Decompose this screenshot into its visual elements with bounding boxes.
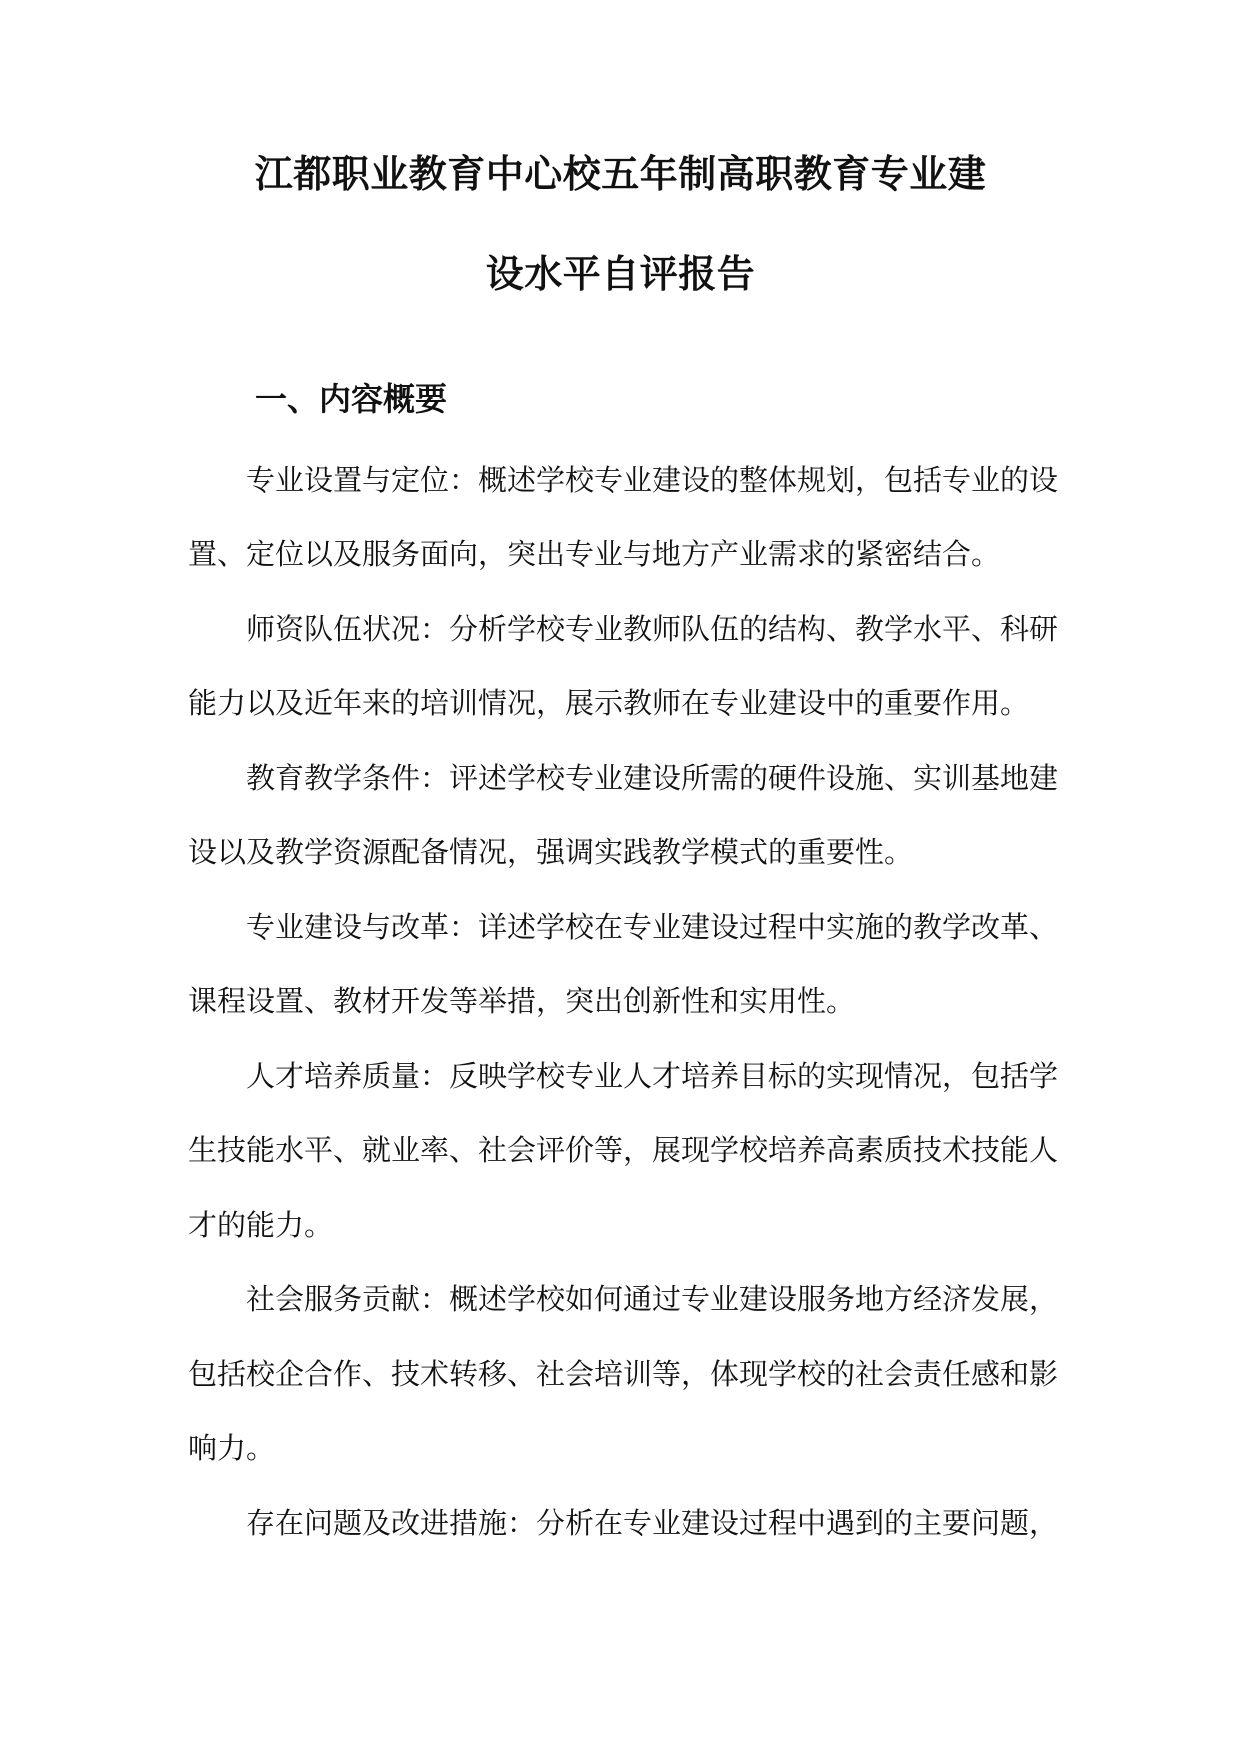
paragraph-line: 置、定位以及服务面向，突出专业与地方产业需求的紧密结合。 — [188, 537, 1001, 571]
document-title-line-2: 设水平自评报告 — [485, 251, 756, 296]
paragraph-line: 存在问题及改进措施：分析在专业建设过程中遇到的主要问题， — [246, 1506, 1059, 1540]
paragraph-line: 包括校企合作、技术转移、社会培训等，体现学校的社会责任感和影 — [188, 1357, 1059, 1391]
paragraph-line: 生技能水平、就业率、社会评价等，展现学校培养高素质技术技能人 — [188, 1133, 1059, 1167]
paragraph-line: 课程设置、教材开发等举措，突出创新性和实用性。 — [188, 984, 856, 1018]
document-title-line-1: 江都职业教育中心校五年制高职教育专业建 — [254, 151, 987, 196]
paragraph-line: 设以及教学资源配备情况，强调实践教学模式的重要性。 — [188, 835, 914, 869]
paragraph-line: 师资队伍状况：分析学校专业教师队伍的结构、教学水平、科研 — [246, 612, 1059, 646]
paragraph-line: 专业建设与改革：详述学校在专业建设过程中实施的教学改革、 — [246, 910, 1059, 944]
paragraph-line: 专业设置与定位：概述学校专业建设的整体规划，包括专业的设 — [246, 463, 1059, 497]
paragraph-line: 社会服务贡献：概述学校如何通过专业建设服务地方经济发展， — [246, 1282, 1059, 1316]
paragraph-line: 能力以及近年来的培训情况，展示教师在专业建设中的重要作用。 — [188, 686, 1030, 720]
paragraph-line: 人才培养质量：反映学校专业人才培养目标的实现情况，包括学 — [246, 1059, 1059, 1093]
paragraph-line: 才的能力。 — [188, 1208, 334, 1242]
paragraph-line: 教育教学条件：评述学校专业建设所需的硬件设施、实训基地建 — [246, 761, 1059, 795]
section-heading: 一、内容概要 — [255, 380, 448, 418]
paragraph-line: 响力。 — [188, 1431, 276, 1465]
